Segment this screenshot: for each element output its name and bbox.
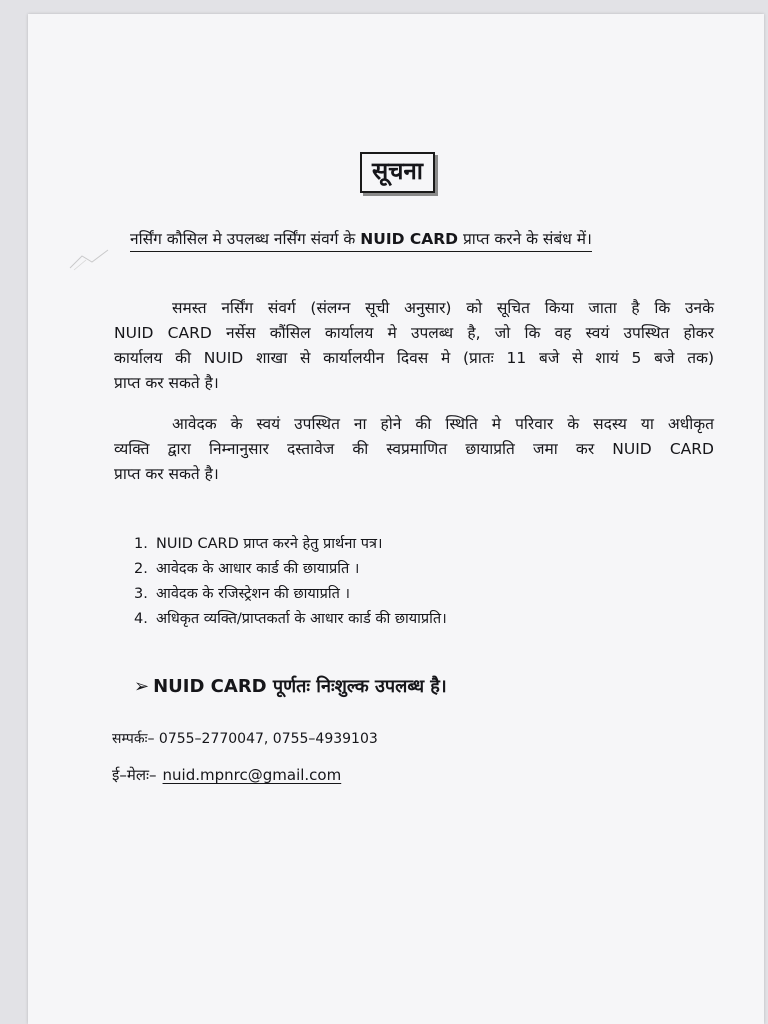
paragraph-line: समस्त नर्सिंग संवर्ग (संलग्न सूची अनुसार) को सूचित किया जाता है कि उनके xyxy=(172,299,714,317)
paragraph-collection-info xyxy=(114,296,714,396)
paragraph-line: व्यक्ति द्वारा निम्नानुसार दस्तावेज की स्वप्रमाणित छायाप्रति जमा कर NUID CARD xyxy=(114,440,714,458)
email-address: nuid.mpnrc@gmail.com xyxy=(162,766,342,784)
free-of-cost-note xyxy=(134,674,447,700)
subject-suffix: प्राप्त करने के संबंध में। xyxy=(458,230,592,248)
list-item: 3. आवेदक के रजिस्ट्रेशन की छायाप्रति । xyxy=(134,586,350,602)
list-item: 1. NUID CARD प्राप्त करने हेतु प्रार्थना पत्र। xyxy=(134,536,383,552)
notice-title: सूचना xyxy=(360,152,435,193)
paragraph-authorized-person xyxy=(114,412,714,487)
subject-card-name: NUID CARD xyxy=(360,230,459,248)
contact-line xyxy=(112,728,378,750)
subject-prefix: नर्सिंग कौसिल मे उपलब्ध नर्सिंग संवर्ग के xyxy=(130,230,361,248)
paragraph-line: प्राप्त कर सकते है। xyxy=(114,465,219,483)
paragraph-line: कार्यालय की NUID शाखा से कार्यालयीन दिवस मे (प्रातः 11 बजे से शायं 5 बजे तक) xyxy=(114,349,714,367)
arrow-bullet-icon: ➢ xyxy=(134,676,150,697)
list-item: 4. अधिकृत व्यक्ति/प्राप्तकर्ता के आधार कार्ड की छायाप्रति। xyxy=(134,611,447,627)
documents-list xyxy=(134,532,447,632)
list-item: 2. आवेदक के आधार कार्ड की छायाप्रति । xyxy=(134,561,360,577)
contact-label: सम्पर्कः– xyxy=(112,731,155,747)
paragraph-line: आवेदक के स्वयं उपस्थित ना होने की स्थिति मे परिवार के सदस्य या अधीकृत xyxy=(172,415,714,433)
email-label: ई–मेलः– xyxy=(112,766,157,784)
paragraph-line: NUID CARD नर्सेस कौंसिल कार्यालय मे उपलब्ध है, जो कि वह स्वयं उपस्थित होकर xyxy=(114,324,714,342)
subject-line xyxy=(130,228,592,252)
paragraph-line: प्राप्त कर सकते है। xyxy=(114,374,219,392)
contact-numbers: 0755–2770047, 0755–4939103 xyxy=(158,731,378,747)
free-of-cost-text: NUID CARD पूर्णतः निःशुल्क उपलब्ध है। xyxy=(153,676,447,697)
email-line xyxy=(112,764,341,786)
paper-mark-icon xyxy=(68,246,118,272)
